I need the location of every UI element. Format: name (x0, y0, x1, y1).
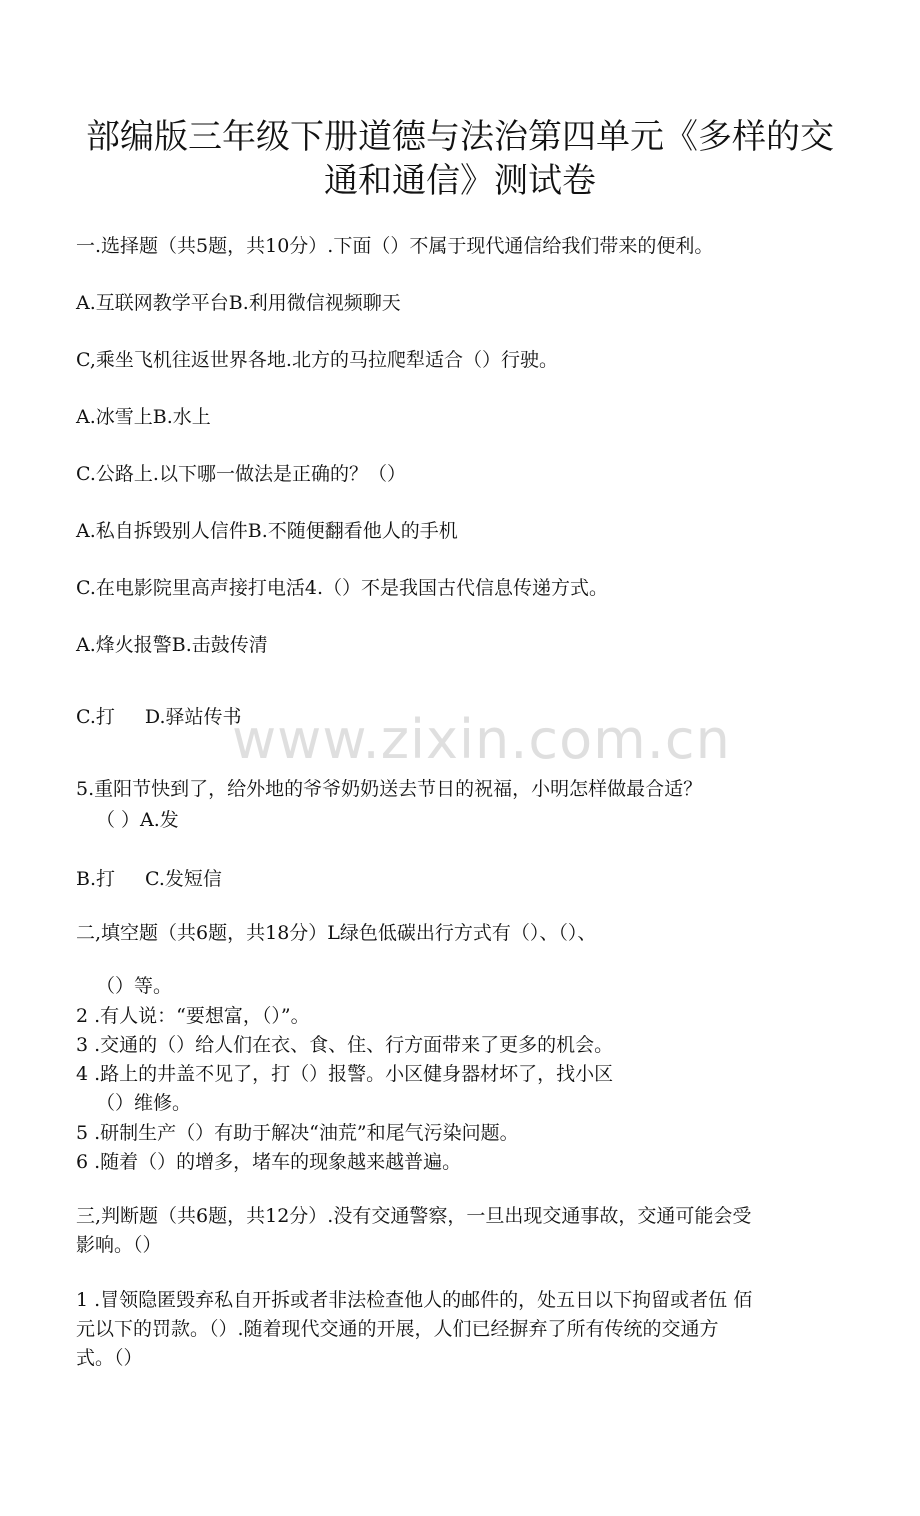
fill-1-continued: （）等。 (96, 975, 173, 997)
q4-option-c: C.打 (76, 706, 115, 728)
judge-2: 1 .冒领隐匿毁弃私自开拆或者非法检查他人的邮件的，处五日以下拘留或者伍 佰 (76, 1289, 753, 1311)
document-title-line-1: 部编版三年级下册道德与法治第四单元《多样的交 (86, 117, 834, 157)
q5-option-a: （ ）A.发 (96, 809, 179, 831)
q4-option-cd (76, 705, 242, 729)
q1-option-c-q2: C,乘坐飞机往返世界各地.北方的马拉爬犁适合（）行驶。 (76, 349, 558, 371)
q5-option-bc (76, 867, 222, 891)
section-1-heading: 一.选择题（共5题，共10分）.下面（）不属于现代通信给我们带来的便利。 (76, 235, 714, 257)
fill-4: 4 .路上的井盖不见了，打（）报警。小区健身器材坏了，找小区 (76, 1063, 614, 1085)
q2-option-c-q3: C.公路上.以下哪一做法是正确的？（） (76, 463, 406, 485)
document-title-line-2: 通和通信》测试卷 (324, 161, 596, 201)
fill-6: 6 .随着（）的增多，堵车的现象越来越普遍。 (76, 1151, 462, 1173)
q2-option-ab: A.冰雪上B.水上 (76, 406, 211, 428)
q5-question: 5.重阳节快到了，给外地的爷爷奶奶送去节日的祝福，小明怎样做最合适？ (76, 778, 703, 800)
q4-option-ab: A.烽火报警B.击鼓传清 (76, 634, 268, 656)
judge-1-continued: 影响。（） (76, 1234, 162, 1256)
q5-option-c: C.发短信 (145, 868, 222, 890)
q3-option-c-q4: C.在电影院里高声接打电活4.（）不是我国古代信息传递方式。 (76, 577, 609, 599)
section-3-heading: 三,判断题（共6题，共12分）.没有交通警察，一旦出现交通事故，交通可能会受 (76, 1205, 752, 1227)
judge-3-continued: 式。（） (76, 1347, 143, 1369)
judge-2-continued: 元以下的罚款。（）.随着现代交通的开展，人们已经摒弃了所有传统的交通方 (76, 1318, 719, 1340)
fill-2: 2 .有人说：“要想富，（）”。 (76, 1005, 310, 1027)
section-2-heading: 二,填空题（共6题，共18分）L绿色低碳出行方式有（）、（）、 (76, 922, 597, 944)
fill-5: 5 .研制生产（）有助于解决“油荒”和尾气污染问题。 (76, 1122, 519, 1144)
fill-4-continued: （）维修。 (96, 1092, 192, 1114)
q3-option-ab: A.私自拆毁别人信件B.不随便翻看他人的手机 (76, 520, 458, 542)
q1-option-ab: A.互联网教学平台B.利用微信视频聊天 (76, 292, 401, 314)
fill-3: 3 .交通的（）给人们在衣、食、住、行方面带来了更多的机会。 (76, 1034, 614, 1056)
q5-option-b: B.打 (76, 868, 116, 890)
watermark-text: www.zixin.com.cn (232, 708, 731, 771)
q4-option-d: D.驿站传书 (144, 706, 242, 728)
